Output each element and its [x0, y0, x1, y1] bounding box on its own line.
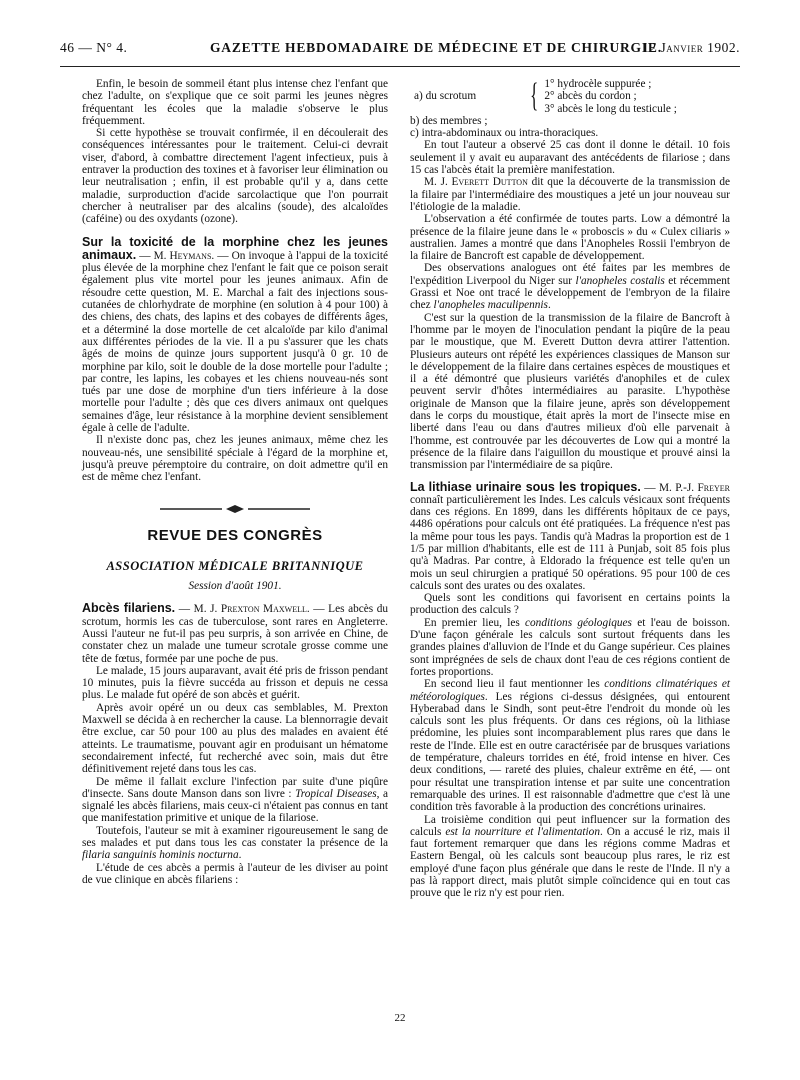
text-run: . [238, 849, 242, 862]
paragraph: Des observations analogues ont été faites par les membres de l'expédition Liverpool du Niger sur l'anopheles costalis et récemment Grassi et Noe ont tracé le développement de l'embryon de la filaire chez l'anopheles maculipennis. [410, 262, 730, 312]
page-number-issue: 46 — N° 4. [60, 40, 128, 55]
page-footer-number: 22 [394, 1012, 406, 1024]
paragraph: Il n'existe donc pas, chez les jeunes animaux, même chez les nouveau-nés, une sensibilité spéciale à l'égard de la morphine et, jusqu'à preuve péremptoire du contraire, on doit admettre qu'il en est de même chez l'enfant. [82, 434, 388, 484]
text-run: et récemment Grassi et Noe ont tracé le développement de l'embryon de la filaire chez [410, 274, 730, 312]
article-title: La lithiase urinaire sous les tropiques. [410, 479, 641, 494]
option-item: 1° hydrocèle suppurée ; [544, 78, 652, 90]
text-run: . Les régions ci-dessus désignées, qui entourent Hyberabad dans le Sindh, sont peut-être l'endroit du monde où les calculs sont les plus fréquents. Or dans ces régions, où la lithiase prédomine, les pluies sont incomparablement plus rares que dans le reste de l'Inde. Elle est en outre caractérisée par de brusques variations de température, chaleurs torrides en été, froid intense en hiver. Ces deux conditions, — rareté des pluies, chaleur extrême en été, — ont pour résultat une transpiration intense et par suite une concentration remarquable des urines. Il est raisonnable d'admettre que c'est là une condition très favorable à la production des concrétions urinaires. [410, 690, 730, 814]
paragraph: L'étude de ces abcès a permis à l'auteur de les diviser au point de vue clinique en abcès filariens : [82, 861, 388, 886]
option-item: 2° abcès du cordon ; [544, 90, 637, 103]
species-name: filaria sanguinis hominis nocturna [82, 849, 239, 862]
text-run: et l'eau de boisson. D'une façon générale les calculs sont surtout fréquents dans les grandes plaines d'alluvion de l'Inde et du Gange supérieur. Ces plaines sont imprégnées de sels de chaux dont l'eau de ces régions contient de fortes proportions. [410, 616, 730, 678]
list-item: b) des membres ; [410, 114, 488, 127]
paragraph: L'observation a été confirmée de toutes parts. Low a démontré la présence de la filaire jeune dans le « proboscis » du « Culex ciliaris » australien. James a montré que dans l'Anopheles Rossii l'embryon de la filaire de Bancroft est capable de développement. [410, 213, 730, 263]
article-abces [82, 602, 388, 664]
section-heading: REVUE DES CONGRÈS [147, 526, 323, 544]
paragraph: Quels sont les conditions qui favorisent en certains points la production des calculs ? [410, 592, 730, 617]
left-column [82, 78, 388, 886]
text-run: De même il fallait exclure l'infection par suite d'une piqûre d'insecte. Sans doute Manson dans son livre : [82, 775, 388, 800]
paragraph: Si cette hypothèse se trouvait confirmée, il en découlerait des conséquences intéressantes pour le traitement. Celui-ci devrait viser, d'abord, à combattre directement l'agent infectieux, puis à entraver la production des toxines et à favoriser leur élimination ou leur neutralisation ; enfin, il est probable qu'il y a, dans cette maladie, surproduction d'acide sarcolactique que l'on pourrait chercher à neutraliser par des alcalins (soude), des alcaloïdes (caféine) ou des oxydants (ozone). [82, 127, 388, 226]
option-item: 3° abcès le long du testicule ; [544, 102, 677, 115]
article-author: — M. P.-J. Freyer [644, 481, 730, 494]
species-name: l'anopheles maculipennis [433, 299, 548, 312]
journal-title: GAZETTE HEBDOMADAIRE DE MÉDECINE ET DE CHIRURGIE. [210, 40, 662, 55]
article-body: — Les abcès du scrotum, hormis les cas de tuberculose, sont rares en Angleterre. Aussi l'auteur ne fut-il pas peu surpris, à son arrivée en Chine, de constater chez un malade une tumeur scrotale grosse comme une tête de fœtus, formée par une poche de pus. [82, 603, 389, 665]
paragraph [410, 176, 730, 213]
text-run: En premier lieu, les [424, 616, 526, 629]
brace-glyph: { [530, 77, 539, 115]
text-run: . On a accusé le riz, mais il faut fortement remarquer que dans les régions comme Madras et Eastern Bengal, où les calculs sont beaucoup plus rares, le riz est employé d'une façon plus générale que dans le reste de l'Inde. Il n'y a pas là rapport direct, mais plutôt simple coïncidence qui en tout cas prouve que le riz n'y est pour rien. [410, 825, 730, 900]
paragraph [410, 617, 730, 678]
author-name: M. J. Everett Dutton [424, 176, 528, 189]
paragraph [82, 776, 388, 825]
running-header [60, 40, 740, 62]
paragraph [410, 814, 730, 900]
issue-date: 12 Janvier 1902. [642, 40, 740, 55]
species-name: l'anopheles costalis [575, 274, 665, 287]
text-run: Toutefois, l'auteur se mit à examiner rigoureusement le sang de ses malades et put dans tous les cas constater la présence de la [82, 824, 388, 850]
text-run: La troisième condition qui peut influencer sur la formation des calculs [410, 813, 730, 838]
paragraph: En tout l'auteur a observé 25 cas dont il donne le détail. 10 fois seulement il y avait eu auparavant des antécédents de filariose ; dans 15 cas l'abcès était la première manifestation. [410, 139, 730, 177]
classification-options [544, 78, 677, 115]
header-rule [60, 66, 740, 67]
list-item: c) intra-abdominaux ou intra-thoraciques. [410, 127, 599, 140]
paragraph [82, 825, 388, 862]
text-run: , a signalé les abcès filariens, mais ceux-ci n'étaient pas connus en tant que manifestation primitive et unique de la filariose. [82, 787, 388, 825]
emphasis: est la nourriture et l'alimentation [445, 825, 600, 838]
abscess-classification [410, 78, 730, 115]
subsection-heading: ASSOCIATION MÉDICALE BRITANNIQUE [106, 558, 364, 573]
classification-label: a) du scrotum [414, 90, 477, 103]
text-run: dit que la découverte de la transmission de la filaire par l'intermédiaire des moustiques a jeté un jour nouveau sur l'étiologie de la maladie. [410, 176, 730, 213]
paragraph: Après avoir opéré un ou deux cas semblables, M. Prexton Maxwell se décida à en rechercher la cause. La blennorragie devait être exclue, car 50 pour 100 au plus des malades en avaient été atteints. Le traumatisme, pouvant agir en produisant un hématome secondairement infecté, fut recherché avec soin, mais dut être définitivement rejeté dans tous les cas. [82, 701, 388, 776]
paragraph: C'est sur la question de la transmission de la filaire de Bancroft à l'homme par le moyen de l'inoculation pendant la piqûre de la peau par le moustique, que M. Everett Dutton devra attirer l'attention. Plusieurs auteurs ont répété les expériences classiques de Manson sur le développement de la filaire dans certaines espèces de moustiques et il a été démontré que plusieurs variétés d'anophiles et de culex peuvent servir d'hôtes intermédiaires au parasite. L'hypothèse originale de Manson que la filaire jeune, après son développement dans le corps du moustique, était après la mort de l'insecte mise en liberté dans l'eau ou dans d'autres milieux d'où elle parvenait à l'homme, est controuvée par les découvertes de Low qui a montré la présence de la filaire dans l'aiguillon du moustique et prouvé ainsi la transmission par l'intermédiaire de sa piqûre. [410, 311, 730, 472]
article-author: — M. J. Prexton Maxwell. [178, 603, 310, 616]
emphasis: conditions climatériques et météorologiques [410, 678, 730, 703]
text-run: Des observations analogues ont été faites par les membres de l'expédition Liverpool du Niger sur [410, 262, 730, 287]
paragraph: Enfin, le besoin de sommeil étant plus intense chez l'enfant que chez l'adulte, on s'explique que ce soit parmi les jeunes nègres fréquentant les écoles que la maladie s'observe le plus fréquemment. [82, 78, 388, 127]
text-run: En second lieu il faut mentionner les [424, 678, 605, 691]
right-column [410, 78, 730, 900]
session-date: Session d'août 1901. [188, 580, 282, 593]
paragraph: Le malade, 15 jours auparavant, avait été pris de frisson pendant 10 minutes, puis la fièvre succéda au frisson et depuis ne cessa plus. Le malade fut opéré de son abcès et guérit. [82, 664, 388, 702]
article-author: — M. Heymans. [139, 249, 215, 262]
article-body: — On invoque à l'appui de la toxicité plus élevée de la morphine chez l'enfant le fait que ce poison serait également plus vite mortel pour les jeunes animaux. Afin de résoudre cette question, M. E. Marchal a fait des injections sous-cutanées de chlorhydrate de morphine (en solution à 4 pour 100) à des chiens, des chats, des lapins et des cobayes de différents âges, et a déterminé la dose mortelle de cet alcaloïde par kilo d'animal aux différentes périodes de la vie. Il a pu s'assurer que les chats âgés de moins de quinze jours supportent jusqu'à 0 gr. 10 de morphine par kilo, soit le double de la dose mortelle pour l'adulte ; par contre, les lapins, les cobayes et les chiens nouveau-nés sont tués par une dose de morphine d'un tiers inférieure à la dose mortelle pour l'adulte ; dès que ces divers animaux ont quelques semaines d'âge, leur résistance à la morphine devient sensiblement égale à celle de l'adulte. [82, 249, 389, 435]
article-morphine [82, 236, 388, 435]
ornament-divider [160, 504, 310, 514]
paragraph [410, 678, 730, 813]
article-title: Sur la toxicité de la morphine chez les jeunes animaux. [82, 234, 388, 262]
article-title: Abcès filariens. [82, 601, 176, 616]
book-title: Tropical Diseases [295, 787, 377, 800]
article-lithiase [410, 481, 730, 593]
emphasis: conditions géologiques [525, 616, 632, 629]
article-body: connaît particulièrement les Indes. Les calculs vésicaux sont fréquents dans ces régions. En 1899, dans les différents hôpitaux de ce pays, 4486 opérations pour calculs ont été pratiquées. La fréquence n'est pas la même pour tous les pays. Tandis qu'à Madras la proportion est de 1 1/5 par million d'habitants, elle est de 111 à Punjab, soit 85 fois plus qu'à Madras. Par contre, à Eldorado la fréquence est telle qu'en un mois un seul chirurgien a pratiqué 50 opérations. 95 pour 100 de ces calculs sont des urates ou des oxalates. [410, 493, 730, 592]
